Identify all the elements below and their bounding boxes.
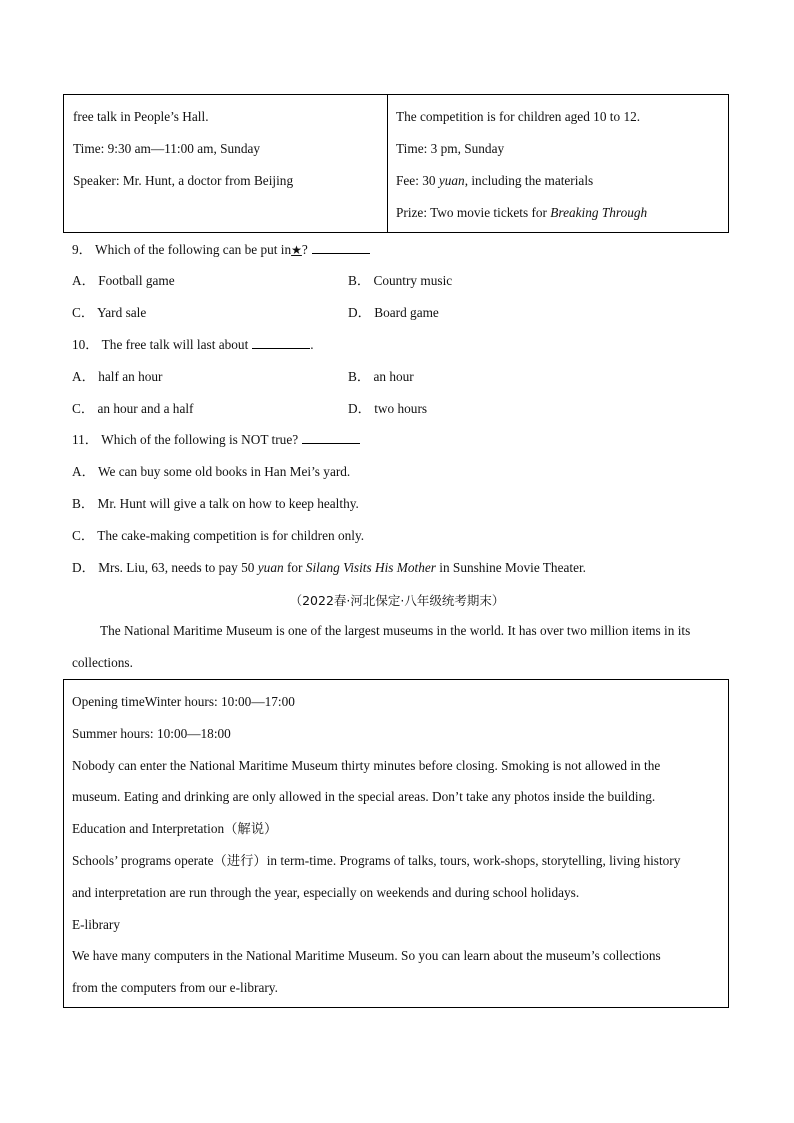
star-icon: ★ — [291, 243, 302, 257]
answer-blank — [312, 240, 370, 254]
fee-currency: yuan — [438, 173, 465, 188]
notice-table — [63, 94, 729, 233]
rules-line-2: museum. Eating and drinking are only allowed in the special areas. Don’t take any photos inside the building. — [72, 789, 656, 805]
question-10-period: . — [310, 337, 314, 352]
intro-line-1: The National Maritime Museum is one of the largest museums in the world. It has over two million items in its — [100, 623, 691, 638]
education-line-1: Schools’ programs operate（进行）in term-time. Programs of talks, tours, work-shops, storytelling, living history — [72, 852, 681, 868]
q11-option-a: A． We can buy some old books in Han Mei’s yard. — [72, 464, 351, 479]
notice-cell-competition — [388, 95, 728, 232]
education-heading: Education and Interpretation（解说） — [72, 821, 278, 837]
prize-label: Prize: Two movie tickets for — [396, 205, 551, 220]
free-talk-speaker: Speaker: Mr. Hunt, a doctor from Beijing — [73, 173, 294, 188]
q11-option-d — [72, 558, 586, 578]
q10-option-d: D． two hours — [348, 401, 428, 416]
q10-option-b: B． an hour — [348, 369, 414, 384]
option-d-suffix: in Sunshine Movie Theater. — [435, 560, 587, 575]
q9-option-d: D． Board game — [348, 305, 439, 320]
q10-option-a: A． half an hour — [72, 369, 163, 384]
elibrary-heading: E-library — [72, 916, 120, 932]
prize-movie-title: Breaking Through — [550, 205, 648, 220]
museum-info-box — [63, 679, 729, 1008]
question-9 — [72, 240, 370, 260]
free-talk-time: Time: 9:30 am—11:00 am, Sunday — [73, 141, 261, 156]
q9-option-b: B． Country music — [348, 273, 453, 288]
intro-paragraph — [72, 615, 724, 679]
elibrary-line-1: We have many computers in the National Maritime Museum. So you can learn about the museum’s collections — [72, 948, 661, 964]
competition-prize — [396, 197, 728, 229]
source-label: （2022春·河北保定·八年级统考期末） — [289, 593, 505, 608]
question-9-text: 9． Which of the following can be put in — [72, 242, 292, 257]
intro-line-2: collections. — [72, 655, 133, 670]
option-d-prefix: D． Mrs. Liu, 63, needs to pay 50 — [72, 560, 258, 575]
option-d-movie-title: Silang Visits His Mother — [305, 560, 436, 575]
question-11-text: 11． Which of the following is NOT true? — [72, 432, 299, 447]
q9-option-a: A． Football game — [72, 273, 175, 288]
competition-time: Time: 3 pm, Sunday — [396, 141, 505, 156]
q11-option-c: C． The cake-making competition is for children only. — [72, 528, 365, 543]
q10-option-c: C． an hour and a half — [72, 401, 194, 416]
option-d-mid: for — [283, 560, 306, 575]
competition-age: The competition is for children aged 10 to 12. — [396, 109, 641, 124]
elibrary-line-2: from the computers from our e-library. — [72, 980, 278, 996]
answer-blank — [252, 335, 310, 349]
free-talk-location: free talk in People’s Hall. — [73, 109, 209, 124]
fee-detail: , including the materials — [464, 173, 594, 188]
question-9-mark: ? — [301, 242, 308, 257]
fee-label: Fee: 30 — [396, 173, 439, 188]
rules-line-1: Nobody can enter the National Maritime Museum thirty minutes before closing. Smoking is not allowed in the — [72, 757, 661, 773]
competition-fee — [396, 165, 728, 197]
notice-cell-free-talk — [64, 95, 388, 232]
answer-blank — [302, 430, 360, 444]
question-10-text: 10． The free talk will last about — [72, 337, 249, 352]
opening-time-summer: Summer hours: 10:00—18:00 — [72, 725, 231, 741]
opening-time-winter: Opening timeWinter hours: 10:00—17:00 — [72, 694, 295, 709]
question-10 — [72, 335, 314, 355]
question-11 — [72, 430, 360, 450]
q11-option-b: B． Mr. Hunt will give a talk on how to keep healthy. — [72, 496, 359, 511]
option-d-currency: yuan — [257, 560, 284, 575]
education-line-2: and interpretation are run through the year, especially on weekends and during school holidays. — [72, 884, 580, 900]
q9-option-c: C． Yard sale — [72, 305, 147, 320]
